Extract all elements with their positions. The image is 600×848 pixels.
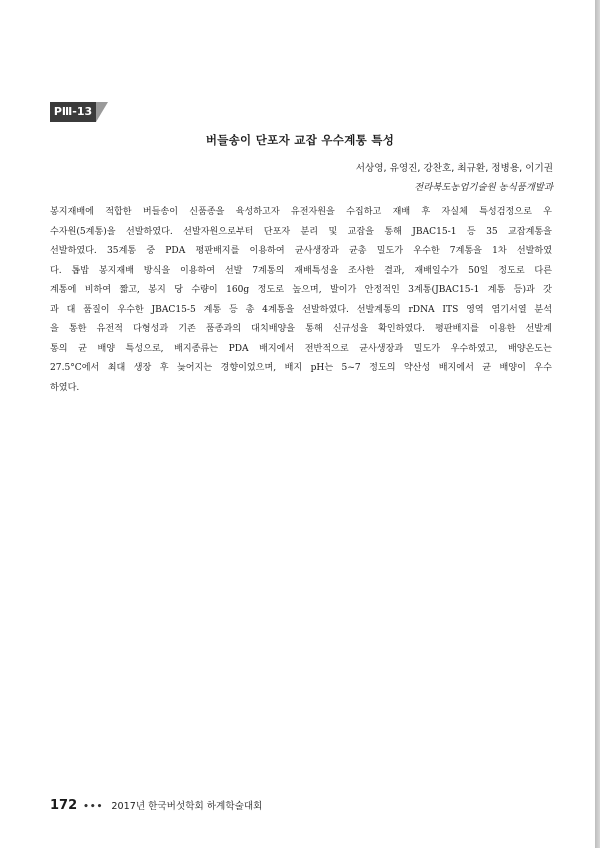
abstract-line: 27.5°C에서 최대 생장 후 늦어지는 경향이었으며, 배지 pH는 5~7 정도의 약산성 배지에서 균 배양이 우수 <box>50 363 552 374</box>
abstract-line: 다. 톱밥 봉지재배 방식을 이용하여 선발 7계통의 재배특성을 조사한 결과, 재배일수가 50일 정도로 다른 <box>50 265 552 276</box>
page-footer <box>50 798 262 813</box>
paper-title: 버들송이 단포자 교잡 우수계통 특성 <box>205 133 395 147</box>
abstract-line: 선발하였다. 35계통 중 PDA 평판배지를 이용하여 균사생장과 균총 밀도가 우수한 7계통을 1차 선발하였 <box>50 246 552 257</box>
abstract-body <box>50 203 552 398</box>
section-code: PⅢ-13 <box>50 102 96 122</box>
abstract-line: 수자원(5계통)을 선발하였다. 선발자원으로부터 단포자 분리 및 교잡을 통해 JBAC15-1 등 35 교잡계통을 <box>50 226 552 237</box>
author-list: 서상영, 유영진, 강찬호, 최규환, 정병용, 이기권 <box>355 163 553 174</box>
footer-dots: ••• <box>83 802 104 812</box>
abstract-line: 계통에 비하여 짧고, 봉지 당 수량이 160g 정도로 높으며, 발이가 안정적인 3계통(JBAC15-1 계통 등)과 갓 <box>50 285 552 296</box>
abstract-line: 과 대 품질이 우수한 JBAC15-5 계통 등 총 4계통을 선발하였다. 선발계통의 rDNA ITS 영역 염기서열 분석 <box>50 304 552 315</box>
badge-slant-decoration <box>96 102 108 122</box>
abstract-line: 하였다. <box>50 382 80 393</box>
page-number: 172 <box>50 798 78 813</box>
conference-name: 2017년 한국버섯학회 하계학술대회 <box>111 801 263 812</box>
affiliation: 전라북도농업기술원 농식품개발과 <box>414 182 553 193</box>
abstract-line: 봉지재배에 적합한 버들송이 신품종을 육성하고자 유전자원을 수집하고 재배 후 자실체 특성검정으로 우 <box>50 207 552 217</box>
section-badge <box>50 102 106 122</box>
abstract-line: 통의 균 배양 특성으로, 배지종류는 PDA 배지에서 전반적으로 균사생장과 밀도가 우수하였고, 배양온도는 <box>50 343 552 354</box>
abstract-line: 을 통한 유전적 다형성과 기존 품종과의 대치배양을 통해 신규성을 확인하였다. 평판배지를 이용한 선발계 <box>50 324 552 335</box>
page-edge-shadow <box>595 0 600 848</box>
